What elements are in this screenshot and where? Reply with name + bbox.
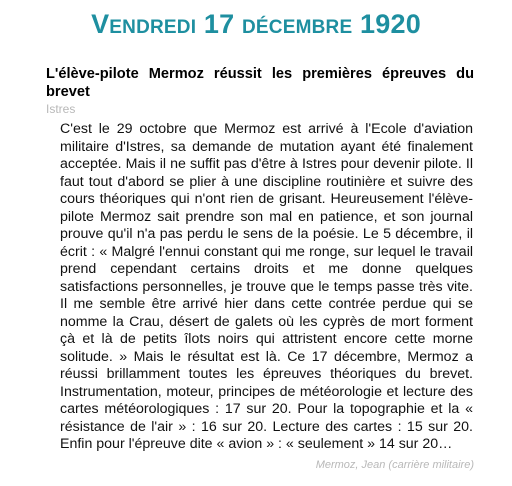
article-title: L'élève-pilote Mermoz réussit les premières épreuves du brevet xyxy=(46,66,474,100)
article-source[interactable]: Mermoz, Jean (carrière militaire) xyxy=(315,459,474,471)
date-heading: Vendredi 17 décembre 1920 xyxy=(91,9,421,39)
article-body: C'est le 29 octobre que Mermoz est arrivé à l'Ecole d'aviation militaire d'Istres, sa demande de mutation ayant été finalement acceptée. Mais il ne suffit pas d'être à Istres pour devenir pilote. Il faut tout d'abord se plier à une discipline routinière et suivre des cours théoriques qui n'ont rien de grisant. Heureusement l'élève-pilote Mermoz sait prendre son mal en patience, et son journal prouve qu'il n'a pas perdu le sens de la poésie. Le 5 décembre, il écrit : « Malgré l'ennui constant qui me ronge, sur lequel le travail prend cependant certains droits et me donne quelques satisfactions personnelles, je trouve que le temps passe très vite. Il me semble être arrivé hier dans cette contrée perdue qui se nomme la Crau, désert de galets où les cyprès de mort forment çà et là de petits îlots noirs qui attristent encore cette morne solitude. » Mais le résultat est là. Ce 17 décembre, Mermoz a réussi brillamment toutes les épreuves théoriques du brevet. Instrumentation, moteur, principes de météorologie et lecture des cartes météorologiques : 17 sur 20. Pour la topographie et la « résistance de l'air » : 16 sur 20. Lecture des cartes : 15 sur 20. Enfin pour l'épreuve dite « avion » : « seulement » 14 sur 20… xyxy=(60,121,473,452)
article-place: Istres xyxy=(46,102,76,116)
